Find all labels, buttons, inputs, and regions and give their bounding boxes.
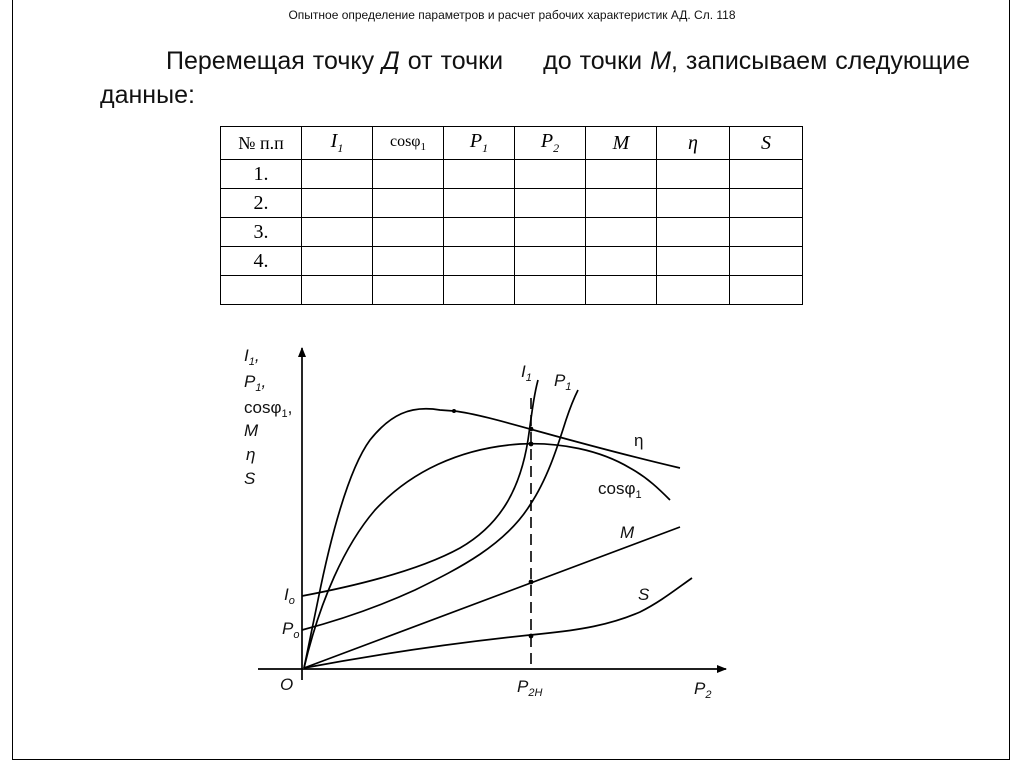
m-rated-point <box>529 580 534 585</box>
i0-label: $I_o$ <box>284 585 295 607</box>
table-row: 1. <box>221 160 803 189</box>
y-label-cos: cosφ$_1$, <box>244 398 293 420</box>
y-label-m: M <box>244 421 259 440</box>
y-label-p1: $P_1$, <box>244 372 267 394</box>
heading-text: Перемещая точку Д от точки до точки М, записываем следующие данные: <box>100 47 971 109</box>
m-line <box>304 527 680 668</box>
y-label-i1: $I_1$, <box>244 346 260 368</box>
header-p2: $P_2$ <box>515 127 586 160</box>
y-label-s: S <box>244 469 256 488</box>
slide-header: Опытное определение параметров и расчет рабочих характеристик АД. Сл. 118 <box>288 8 736 22</box>
table-row: 2. <box>221 189 803 218</box>
p1-curve-label: $P_1$ <box>554 371 572 393</box>
s-curve-label: S <box>638 585 650 604</box>
header-eta: η <box>657 127 730 160</box>
p1-curve <box>302 390 578 630</box>
p2n-label: $P_{2Н}$ <box>517 677 543 699</box>
header-s: S <box>730 127 803 160</box>
header-cos: cosφ$_1$ <box>373 127 444 160</box>
s-curve <box>304 578 692 668</box>
i1-curve-label: $I_1$ <box>521 362 532 384</box>
header-m: M <box>586 127 657 160</box>
header-p1: $P_1$ <box>444 127 515 160</box>
cos-phi-curve <box>304 444 670 668</box>
header-num: № п.п <box>221 127 302 160</box>
table-row: 3. <box>221 218 803 247</box>
eta-curve-label: η <box>634 431 644 450</box>
m-curve-label: M <box>620 523 635 542</box>
x-axis-label: $P_2$ <box>694 679 712 701</box>
cos-rated-point <box>529 442 534 447</box>
table-row: 4. <box>221 247 803 276</box>
eta-point <box>452 409 456 413</box>
y-label-eta: η <box>246 445 256 464</box>
origin-label: O <box>280 675 294 694</box>
s-rated-point <box>529 634 534 639</box>
p0-label: $P_o$ <box>282 619 300 641</box>
eta-rated-point <box>529 427 534 432</box>
i1-curve <box>302 380 538 596</box>
header-i1: $I_1$ <box>302 127 373 160</box>
cos-curve-label: cosφ$_1$ <box>598 479 642 501</box>
